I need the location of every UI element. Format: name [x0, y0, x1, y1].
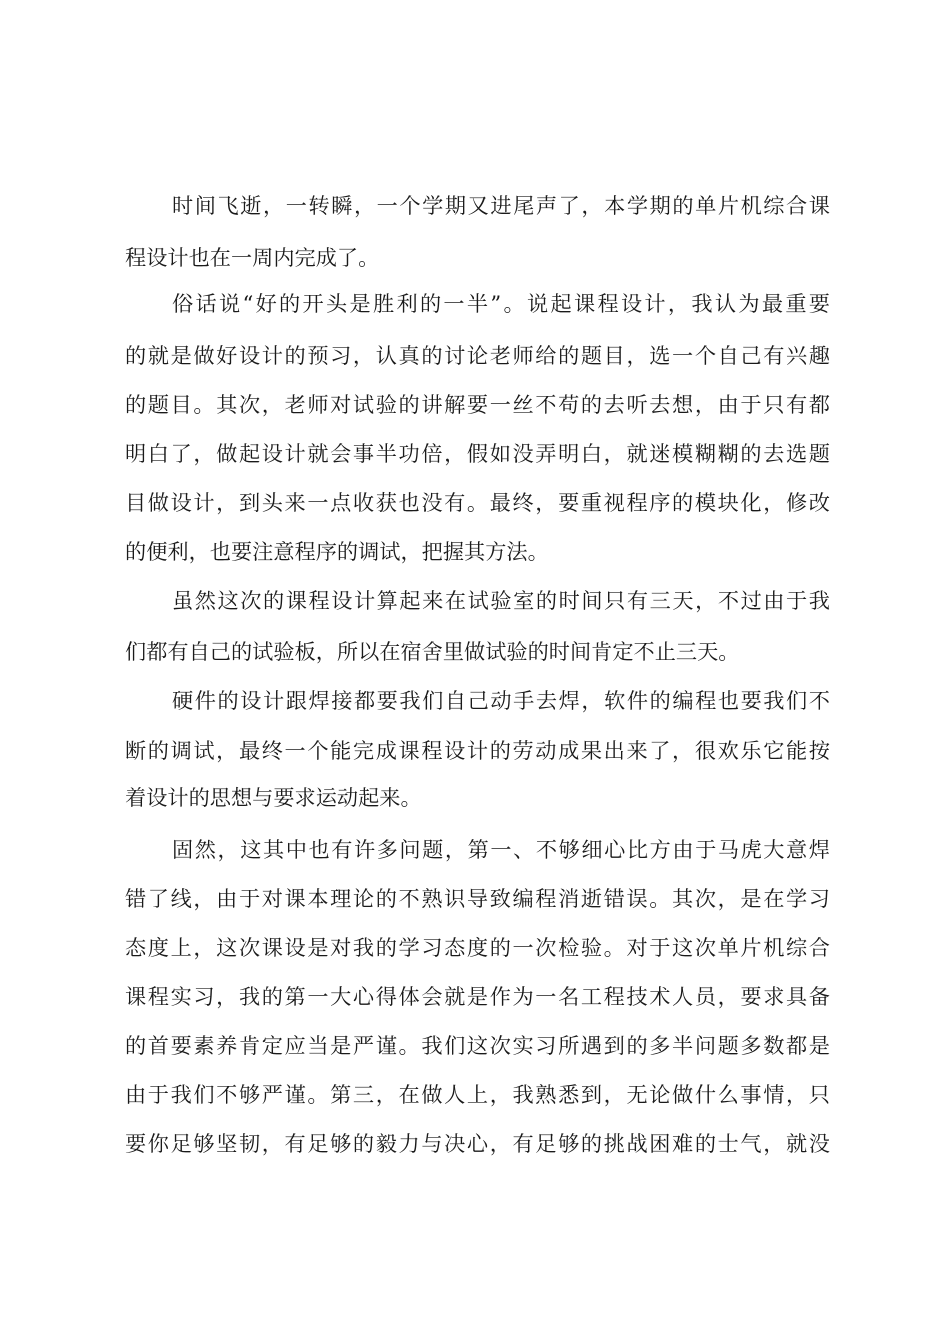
paragraph-5-line-5: 的首要素养肯定应当是严谨。我们这次实习所遇到的多半问题多数都是 [125, 1033, 830, 1058]
paragraph-2-line-1: 俗话说“好的开头是胜利的一半”。说起课程设计，我认为最重要 [172, 291, 830, 316]
paragraph-1-line-2: 程设计也在一周内完成了。 [125, 245, 380, 270]
paragraph-2-line-4: 明白了，做起设计就会事半功倍，假如没弄明白，就迷模糊糊的去选题 [125, 441, 830, 466]
paragraph-4-line-2: 断的调试，最终一个能完成课程设计的劳动成果出来了，很欢乐它能按 [125, 738, 830, 763]
paragraph-5-line-2: 错了线，由于对课本理论的不熟识导致编程消逝错误。其次，是在学习 [125, 886, 830, 911]
paragraph-2-line-2: 的就是做好设计的预习，认真的讨论老师给的题目，选一个自己有兴趣 [125, 343, 830, 368]
paragraph-5-line-3: 态度上，这次课设是对我的学习态度的一次检验。对于这次单片机综合 [125, 935, 830, 960]
paragraph-4-line-1: 硬件的设计跟焊接都要我们自己动手去焊，软件的编程也要我们不 [172, 688, 830, 713]
paragraph-2-line-3: 的题目。其次，老师对试验的讲解要一丝不苟的去听去想，由于只有都 [125, 392, 830, 417]
paragraph-5-line-1: 固然，这其中也有许多问题，第一、不够细心比方由于马虎大意焊 [172, 837, 830, 862]
paragraph-2-line-6: 的便利，也要注意程序的调试，把握其方法。 [125, 539, 549, 564]
paragraph-3-line-2: 们都有自己的试验板，所以在宿舍里做试验的时间肯定不止三天。 [125, 639, 740, 664]
paragraph-1-line-1: 时间飞逝，一转瞬，一个学期又进尾声了，本学期的单片机综合课 [172, 193, 830, 218]
paragraph-4-line-3: 着设计的思想与要求运动起来。 [125, 785, 422, 810]
paragraph-5-line-4: 课程实习，我的第一大心得体会就是作为一名工程技术人员，要求具备 [125, 984, 830, 1009]
paragraph-2-line-5: 目做设计，到头来一点收获也没有。最终，要重视程序的模块化，修改 [125, 490, 830, 515]
paragraph-5-line-6: 由于我们不够严谨。第三，在做人上，我熟悉到，无论做什么事情，只 [125, 1082, 830, 1107]
paragraph-5-line-7: 要你足够坚韧，有足够的毅力与决心，有足够的挑战困难的士气，就没 [125, 1131, 830, 1156]
paragraph-3-line-1: 虽然这次的课程设计算起来在试验室的时间只有三天，不过由于我 [172, 588, 830, 613]
